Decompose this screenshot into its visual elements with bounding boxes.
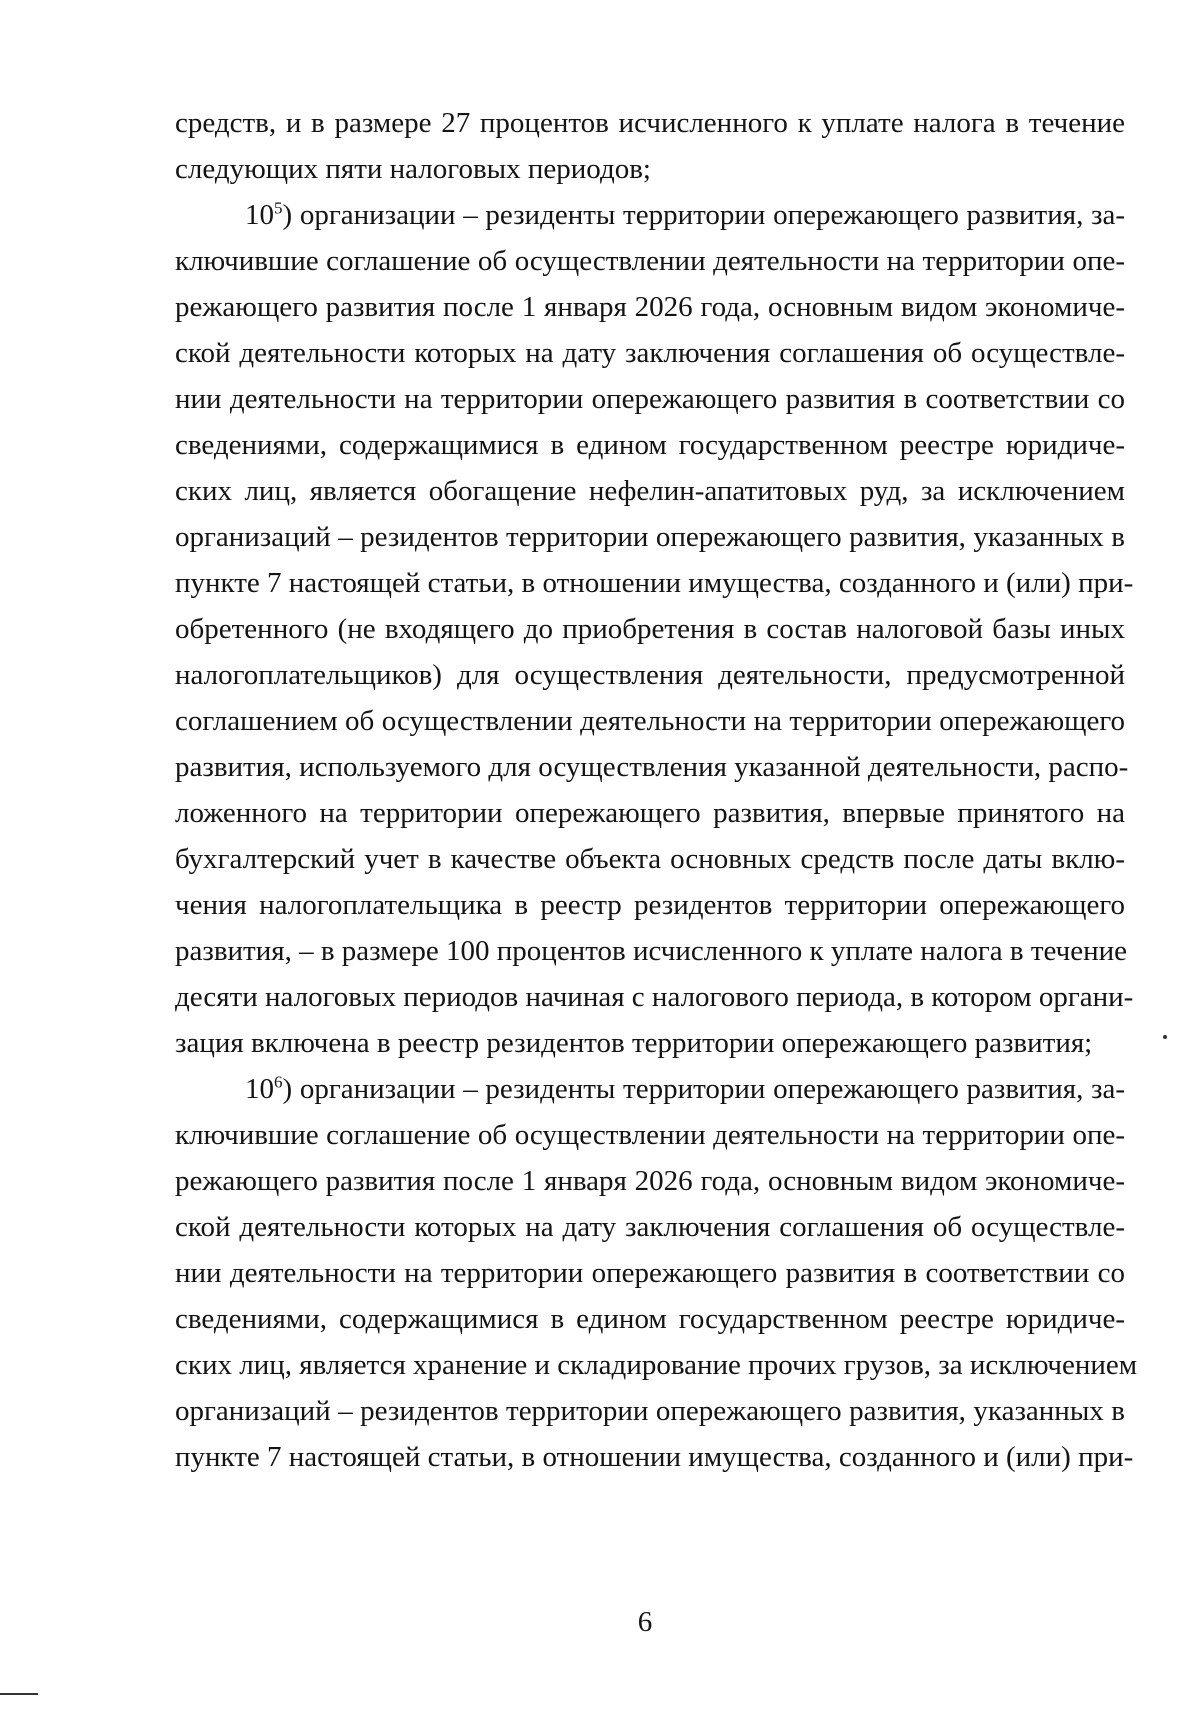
text-line: ской деятельности которых на дату заключения соглашения об осуществле-	[175, 337, 1125, 369]
text-line: организаций – резидентов территории опережающего развития, указанных в	[175, 521, 1125, 553]
text-line: развития, используемого для осуществления указанной деятельности, распо-	[175, 751, 1129, 783]
text-line: налогоплательщиков) для осуществления деятельности, предусмотренной	[175, 659, 1125, 691]
page-number: 6	[637, 1606, 653, 1638]
text-line: чения налогоплательщика в реестр резидентов территории опережающего	[175, 889, 1125, 921]
text-line: развития, – в размере 100 процентов исчисленного к уплате налога в течение	[175, 935, 1128, 967]
text-line: бухгалтерский учет в качестве объекта основных средств после даты вклю-	[175, 843, 1125, 875]
item-number: 10	[245, 199, 274, 231]
item-superscript: 5	[274, 198, 283, 218]
text-line: соглашением об осуществлении деятельности на территории опережающего	[175, 705, 1125, 737]
text-line: режающего развития после 1 января 2026 года, основным видом экономиче-	[175, 291, 1125, 323]
item-10-5-first-line	[245, 195, 1125, 235]
scan-artifact-dot	[1163, 1035, 1167, 1039]
text-line: ) организации – резиденты территории опережающего развития, за-	[282, 1073, 1125, 1105]
text-line: пункте 7 настоящей статьи, в отношении имущества, созданного и (или) при-	[175, 567, 1134, 599]
text-line: ложенного на территории опережающего развития, впервые принятого на	[175, 797, 1125, 829]
text-line: пункте 7 настоящей статьи, в отношении имущества, созданного и (или) при-	[175, 1441, 1134, 1473]
text-line: зация включена в реестр резидентов территории опережающего развития;	[175, 1027, 1093, 1059]
text-line: ) организации – резиденты территории опережающего развития, за-	[282, 199, 1125, 231]
text-line: ской деятельности которых на дату заключения соглашения об осуществле-	[175, 1211, 1125, 1243]
text-line: средств, и в размере 27 процентов исчисленного к уплате налога в течение	[175, 107, 1125, 139]
text-line: ключившие соглашение об осуществлении деятельности на территории опе-	[175, 245, 1125, 277]
text-line: нии деятельности на территории опережающего развития в соответствии со	[175, 383, 1125, 415]
text-line: ключившие соглашение об осуществлении деятельности на территории опе-	[175, 1119, 1125, 1151]
text-line: обретенного (не входящего до приобретения в состав налоговой базы иных	[175, 613, 1125, 645]
text-line: сведениями, содержащимися в едином государственном реестре юридиче-	[175, 429, 1125, 461]
scan-artifact-mark	[0, 1693, 38, 1695]
text-line: следующих пяти налоговых периодов;	[175, 153, 651, 185]
item-superscript: 6	[274, 1072, 283, 1092]
item-number: 10	[245, 1073, 274, 1105]
text-line: ских лиц, является хранение и складирование прочих грузов, за исключением	[175, 1349, 1138, 1381]
item-10-6-first-line	[245, 1069, 1125, 1109]
text-line: сведениями, содержащимися в едином государственном реестре юридиче-	[175, 1303, 1125, 1335]
text-line: десяти налоговых периодов начиная с налогового периода, в котором органи-	[175, 981, 1134, 1013]
text-line: организаций – резидентов территории опережающего развития, указанных в	[175, 1395, 1125, 1427]
text-line: режающего развития после 1 января 2026 года, основным видом экономиче-	[175, 1165, 1125, 1197]
text-line: ских лиц, является обогащение нефелин-апатитовых руд, за исключением	[175, 475, 1125, 507]
text-line: нии деятельности на территории опережающего развития в соответствии со	[175, 1257, 1125, 1289]
